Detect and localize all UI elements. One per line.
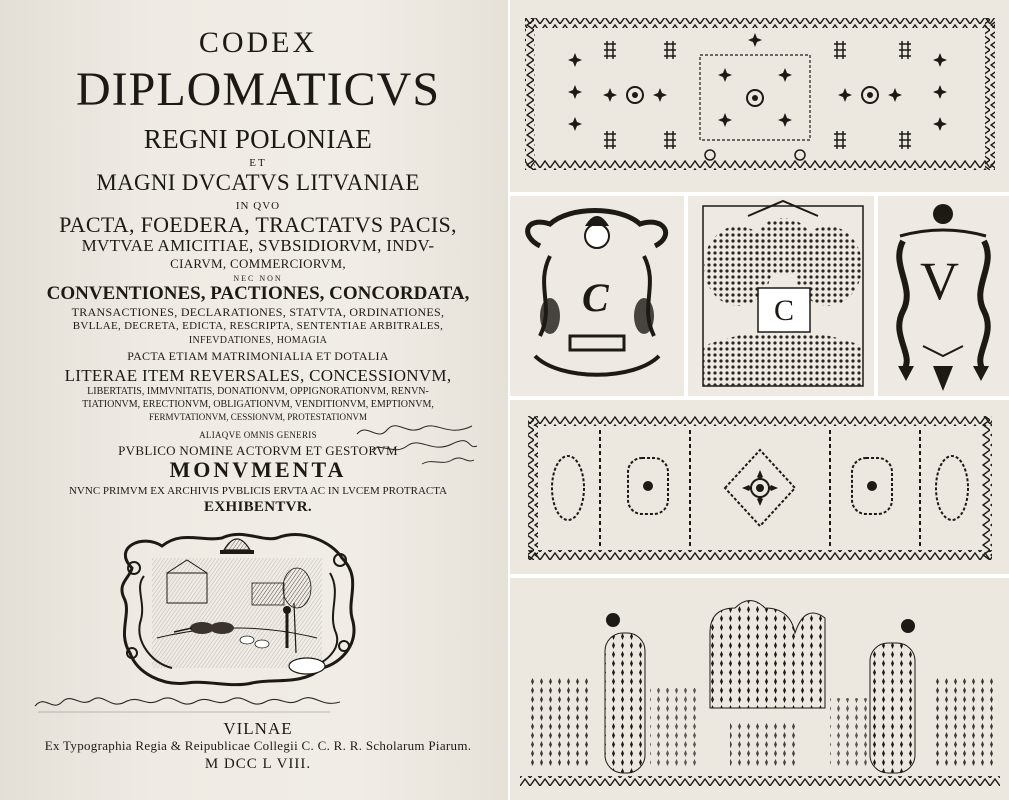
- title-publico: PVBLICO NOMINE ACTORVM ET GESTORVM: [118, 443, 398, 458]
- initial-letter-c-2: C: [774, 294, 795, 327]
- initial-panel-3: [878, 196, 1009, 396]
- headpiece-1-motifs: [568, 33, 947, 160]
- title-nunc-primum: NVNC PRIMVM EX ARCHIVIS PVBLICIS ERVTA AC IN LVCEM PROTRACTA: [68, 485, 448, 497]
- title-conventiones: CONVENTIONES, PACTIONES, CONCORDATA,: [46, 283, 470, 304]
- title-nec-non: NEC NON: [233, 274, 283, 283]
- ornament-headpiece-1: [510, 0, 1009, 192]
- title-tiationum: TIATIONVM, ERECTIONVM, OBLIGATIONVM, VENDITIONVM, EMPTIONVM,: [82, 399, 434, 410]
- title-regni-poloniae: REGNI POLONIAE: [143, 124, 373, 154]
- title-exhibentur: EXHIBENTVR.: [204, 499, 312, 515]
- initial-panel-1: [510, 196, 684, 396]
- engraved-vignette: [112, 528, 362, 688]
- initial-letter-v: V: [920, 251, 959, 311]
- title-pacta-etiam: PACTA ETIAM MATRIMONIALIA ET DOTALIA: [127, 349, 389, 363]
- headpiece-3-drawing: [510, 578, 1009, 800]
- handwritten-signature: [352, 420, 482, 470]
- handwritten-inscription: [30, 690, 350, 716]
- headpiece-2-drawing: [510, 400, 1009, 574]
- initial-panel-2: [688, 196, 874, 396]
- title-literae: LITERAE ITEM REVERSALES, CONCESSIONVM,: [64, 366, 452, 385]
- ornament-headpiece-3: [510, 578, 1009, 800]
- title-libertatis: LIBERTATIS, IMMVNITATIS, DONATIONVM, OPPIGNORATIONVM, RENVN-: [87, 386, 429, 397]
- title-et: ET: [249, 157, 267, 169]
- title-infeudationes: INFEVDATIONES, HOMAGIA: [188, 335, 328, 346]
- title-aliaque: ALIAQVE OMNIS GENERIS: [199, 430, 317, 440]
- title-fermutationum: FERMVTATIONVM, CESSIONVM, PROTESTATIONVM: [148, 412, 368, 422]
- title-in-quo: IN QVO: [235, 200, 281, 212]
- imprint-year: M DCC L VIII.: [204, 756, 312, 772]
- headpiece-1-drawing: [510, 0, 1009, 192]
- title-bullae: BVLLAE, DECRETA, EDICTA, RESCRIPTA, SENTENTIAE ARBITRALES,: [72, 320, 444, 332]
- title-monumenta: MONVMENTA: [169, 457, 347, 482]
- title-diplomaticus: DIPLOMATICVS: [75, 63, 441, 116]
- title-mutuae: MVTVAE AMICITIAE, SVBSIDIORVM, INDV-: [81, 236, 435, 255]
- title-ciarum: CIARVM, COMMERCIORVM,: [170, 256, 346, 271]
- title-transactiones: TRANSACTIONES, DECLARATIONES, STATVTA, ORDINATIONES,: [71, 305, 445, 319]
- title-codex: CODEX: [198, 26, 318, 59]
- imprint-typographia: Ex Typographia Regia & Reipublicae Collegii C. C. R. R. Scholarum Piarum.: [44, 738, 472, 753]
- title-magni-ducatus: MAGNI DVCATVS LITVANIAE: [96, 170, 420, 195]
- imprint-vilnae: VILNAE: [223, 719, 293, 738]
- ornament-headpiece-2: [510, 400, 1009, 574]
- initial-letter-c-1: C: [582, 275, 609, 320]
- title-pacta-foedera: PACTA, FOEDERA, TRACTATVS PACIS,: [59, 212, 457, 237]
